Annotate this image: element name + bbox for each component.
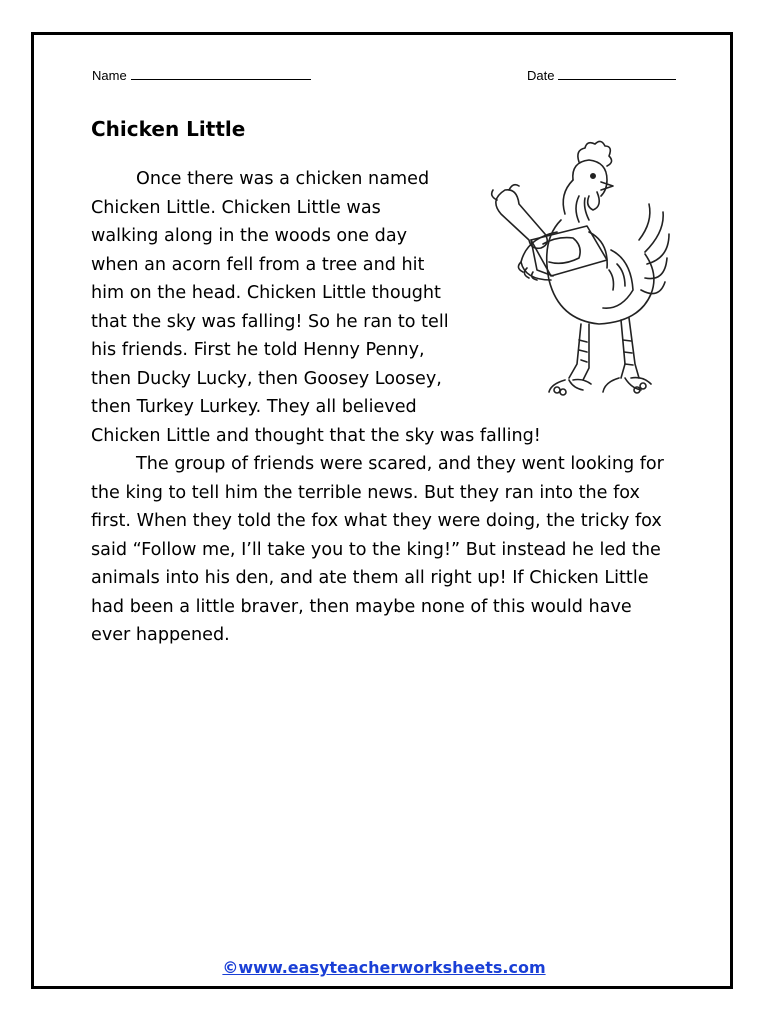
name-blank-line[interactable]	[131, 67, 311, 80]
date-blank-line[interactable]	[558, 67, 676, 80]
page-title: Chicken Little	[91, 117, 246, 141]
name-field[interactable]	[92, 67, 311, 84]
paragraph-1: Once there was a chicken named Chicken Little. Chicken Little was walking along in the woods one day when an acorn fell from a tree and hit him on the head. Chicken Little thought that the sky was falling! So he ran to tell his friends. First he told Henny Penny, then Ducky Lucky, then Goosey Loosey, then Turkey Lurkey. They all believed Chicken Little and thought that the sky was falling!	[91, 169, 541, 446]
date-field[interactable]	[527, 67, 676, 84]
story-text	[91, 165, 671, 650]
date-label: Date	[527, 68, 555, 83]
website-link[interactable]: ©www.easyteacherworksheets.com	[222, 958, 546, 977]
name-label: Name	[92, 68, 127, 83]
paragraph-2: The group of friends were scared, and they went looking for the king to tell him the terrible news. But they ran into the fox first. When they told the fox what they were doing, the tricky fox said “Follow me, I’ll take you to the king!” But instead he led the animals into his den, and ate them all right up! If Chicken Little had been a little braver, then maybe none of this would have ever happened.	[91, 454, 664, 645]
rooster-holding-food-icon	[461, 140, 671, 405]
